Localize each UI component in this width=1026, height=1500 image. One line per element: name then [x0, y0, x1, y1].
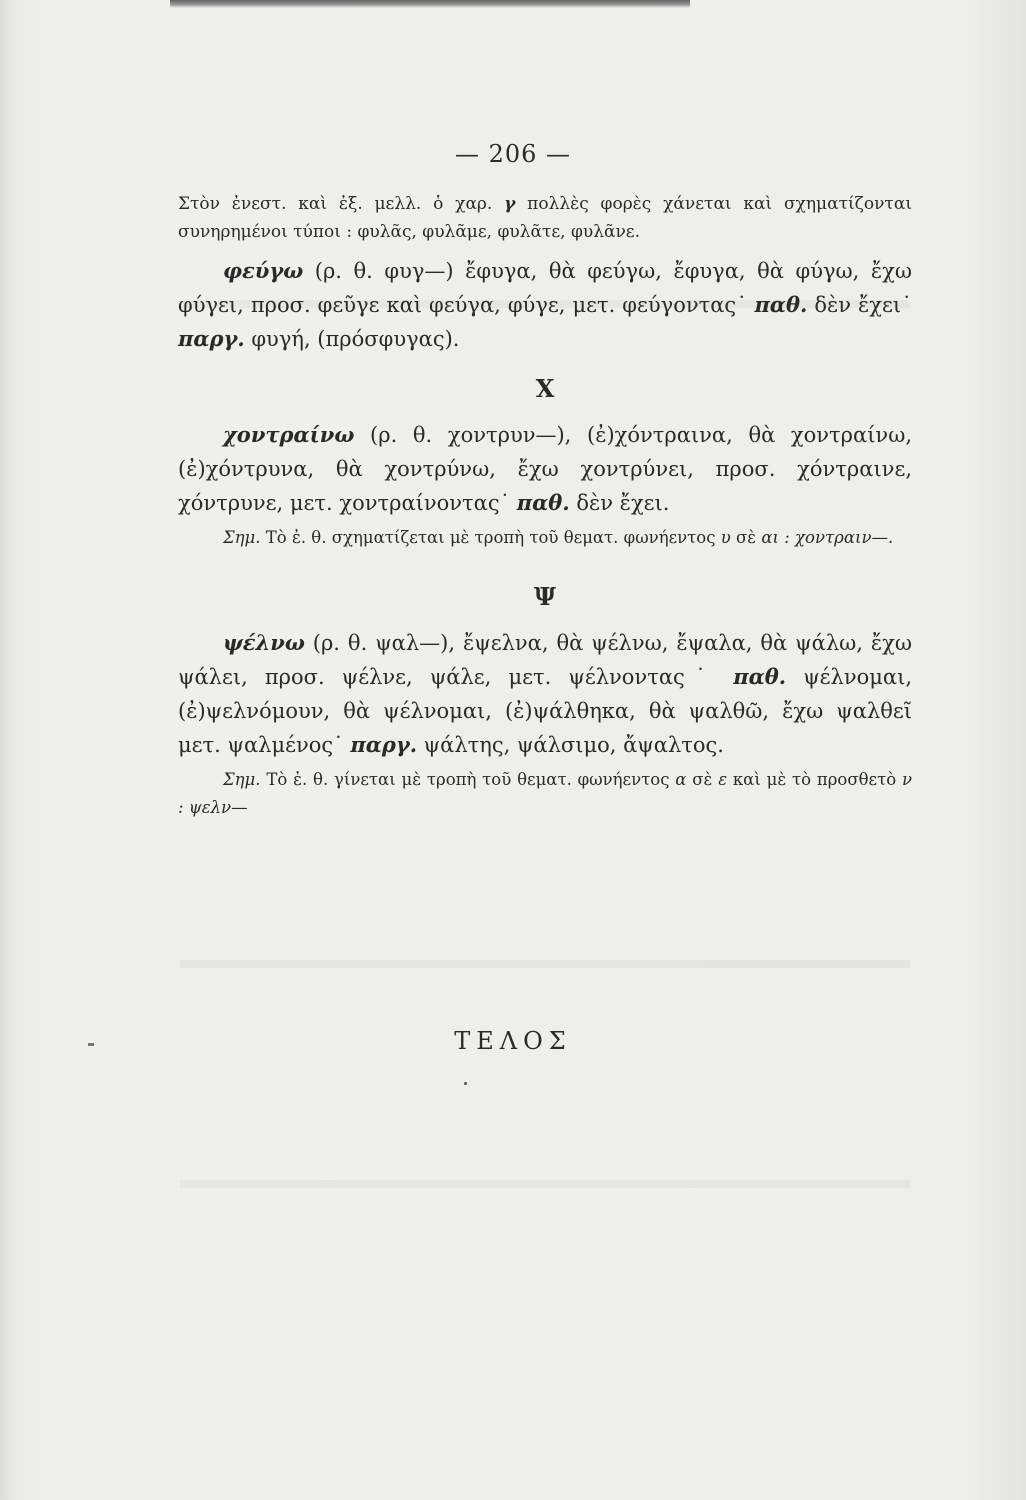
page-top-edge-shadow	[170, 0, 690, 8]
bleed-through	[180, 1180, 910, 1188]
note-chontraino: Σημ. Τὸ ἐ. θ. σχηματίζεται μὲ τροπὴ τοῦ θεματ. φωνήεντος υ σὲ αι : χοντραιν—.	[223, 528, 894, 547]
bleed-through	[180, 960, 910, 968]
entry-feugo: φεύγω (ρ. θ. φυγ—) ἔφυγα, θὰ φεύγω, ἔφυγα, θὰ φύγω, ἔχω φύγει, προσ. φεῦγε καὶ φεύγα, φύγε, μετ. φεύγοντας˙ παθ. δὲν ἔχει˙ παργ. φυγή, (πρόσφυγας).	[178, 258, 913, 351]
section-letter-chi: Χ	[535, 374, 555, 403]
headword: χοντραίνω	[223, 422, 355, 447]
headword: ψέλνω	[223, 630, 305, 655]
intro-paragraph: Στὸν ἐνεστ. καὶ ἐξ. μελλ. ὁ χαρ. γ πολλὲς φορὲς χάνεται καὶ σχηματίζονται συνηρημένοι τύποι : φυλᾶς, φυλᾶμε, φυλᾶτε, φυλᾶνε.	[178, 194, 912, 242]
headword: φεύγω	[223, 258, 304, 283]
section-letter-psi: Ψ	[534, 582, 556, 611]
entry-chontraino: χοντραίνω (ρ. θ. χοντρυν—), (ἐ)χόντραινα, θὰ χοντραίνω, (ἐ)χόντρυνα, θὰ χοντρύνω, ἔχω χοντρύνει, προσ. χόντραινε, χόντρυνε, μετ. χοντραίνοντας˙ παθ. δὲν ἔχει.	[178, 422, 912, 515]
end-title: ΤΕΛΟΣ	[454, 1027, 572, 1055]
entry-psello: ψέλνω (ρ. θ. ψαλ—), ἔψελνα, θὰ ψέλνω, ἔψαλα, θὰ ψάλω, ἔχω ψάλει, προσ. ψέλνε, ψάλε, μετ. ψέλνοντας˙ παθ. ψέλνομαι, (ἐ)ψελνόμουν, θὰ ψέλνομαι, (ἐ)ψάλθηκα, θὰ ψαλθῶ, ἔχω ψαλθεῖ μετ. ψαλμένος˙ παργ. ψάλτης, ψάλσιμο, ἄψαλτος.	[178, 630, 913, 757]
page-number: — 206 —	[454, 140, 572, 168]
note-psello: Σημ. Τὸ ἐ. θ. γίνεται μὲ τροπὴ τοῦ θεματ. φωνήεντος α σὲ ε καὶ μὲ τὸ προσθετὸ ν : ψελν—	[178, 770, 913, 817]
page-body	[178, 190, 912, 822]
decorative-dot	[464, 1082, 467, 1085]
